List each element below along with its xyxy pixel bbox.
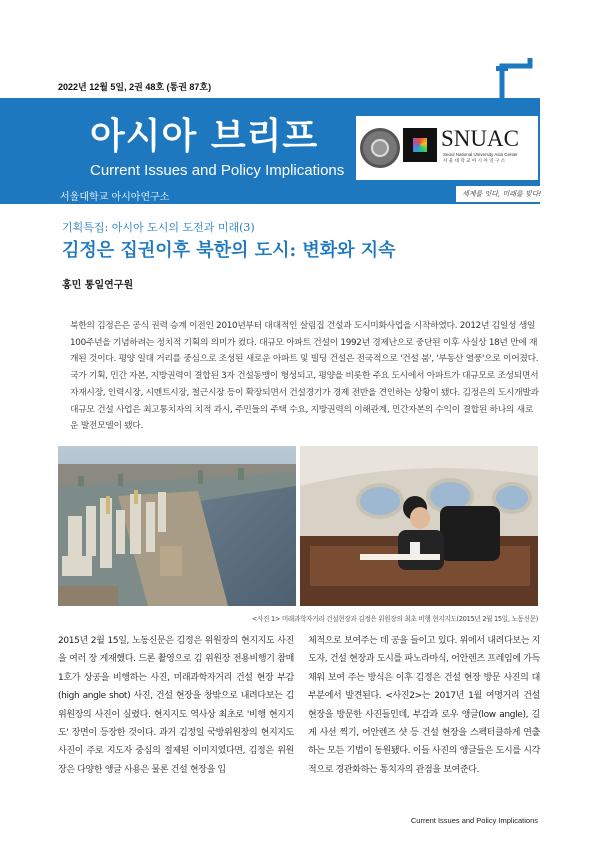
snuac-logo-english: Seoul National University Asia Center (443, 152, 518, 157)
article-kicker: 기획특집: 아시아 도시의 도전과 미래(3) (62, 221, 255, 234)
photo-caption: <사진 1> 미래과학자거리 건설현장과 김정은 위원장의 최초 비행 현지지도(2015년 2월 15일, 노동신문) (251, 615, 538, 623)
publication-title: 아시아 브리프 (90, 116, 319, 157)
university-seal-icon (360, 128, 400, 168)
footer-text: Current Issues and Policy Implications (410, 816, 538, 825)
snuac-logo-korean: 서 울 대 학 교 아 시 아 연 구 소 (443, 159, 506, 164)
article-abstract: 북한의 김정은은 공식 권력 승계 이전인 2010년부터 대대적인 살림집 건설과 도시미화사업을 시작하였다. 2012년 김일성 생일 100주년을 기념하려는 정치적 기획의 의미가 컸다. 대규모 아파트 건설이 1992년 경제난으로 중단된 이후 사실상 18년 만에 재개된 것이다. 평양 일대 거리를 중심으로 조성된 새로운 아파트 및 빌딩 건설은 전국적으로 '건설 붐', '부동산 열풍'으로 이어졌다. 국가 기획, 민간 자본, 지방권력이 결합된 3자 건설동맹이 형성되고, 평양을 비롯한 주요 도시에서 아파트가 대규모로 조성되면서 자재시장, 인력시장, 시멘트시장, 철근시장 등이 확장되면서 건설경기가 경제 전반을 견인하는 상황이 됐다. 김정은의 도시개발과 대규모 건설 사업은 최고통치자의 치적 과시, 주민들의 주택 수요, 지방권력의 이해관계, 민간자본의 수익이 결합된 하나의 새로운 발전모델이 됐다. (70, 321, 539, 432)
organization-name: 서울대학교 아시아연구소 (60, 192, 170, 203)
snuac-logo: SNUAC (441, 126, 519, 151)
article-headline: 김정은 집권이후 북한의 도시: 변화와 지속 (62, 240, 396, 261)
slogan: 세계를 잇다, 미래를 빚다! (462, 190, 542, 198)
asia-center-emblem-icon (403, 128, 437, 162)
issue-info: 2022년 12월 5일, 2권 48호 (통권 87호) (58, 82, 212, 92)
body-column-left: 2015년 2월 15일, 노동신문은 김정은 위원장의 현지지도 사진을 여러 장 게재했다. 드론 촬영으로 김 위원장 전용비행기 참매 1호가 상공을 비행하는 사진, 미래과학자거리 건설 현장 부감(high angle shot) 사진, 건설 현장을 창밖으로 내려다보는 김 위원장의 사진이 실렸다. 현지지도 역사상 최초로 '비행 현지지도' 장면이 등장한 것이다. 과거 김정일 국방위원장의 현지지도 사진이 주로 지도자 중심의 절제된 이미지였다면, 김정은 위원장은 다양한 앵글 사용은 물론 건설 현장을 입 (58, 636, 294, 775)
body-column-right: 체적으로 보여주는 데 공을 들이고 있다. 위에서 내려다보는 지도자, 건설 현장과 도시를 파노라마식, 어안렌즈 프레임에 가득 채워 보여 주는 방식은 이후 김정은 건설 현장 방문 사진의 대부분에서 발견된다. <사진2>는 2017년 1월 여명거리 건설 현장을 방문한 사진들인데, 부감과 로우 앵글(low angle), 길게 사선 찍기, 어안렌즈 샷 등 건설 현장을 스펙터클하게 연출하는 모든 기법이 동원됐다. 이들 사진의 앵글들은 도시를 시각적으로 경관화하는 통치자의 관점을 보여준다. (308, 636, 540, 775)
article-author: 홍민 통일연구원 (62, 280, 134, 291)
aerial-construction-photo (58, 446, 296, 606)
aircraft-interior-photo (300, 446, 538, 606)
publication-subtitle: Current Issues and Policy Implications (90, 162, 345, 179)
